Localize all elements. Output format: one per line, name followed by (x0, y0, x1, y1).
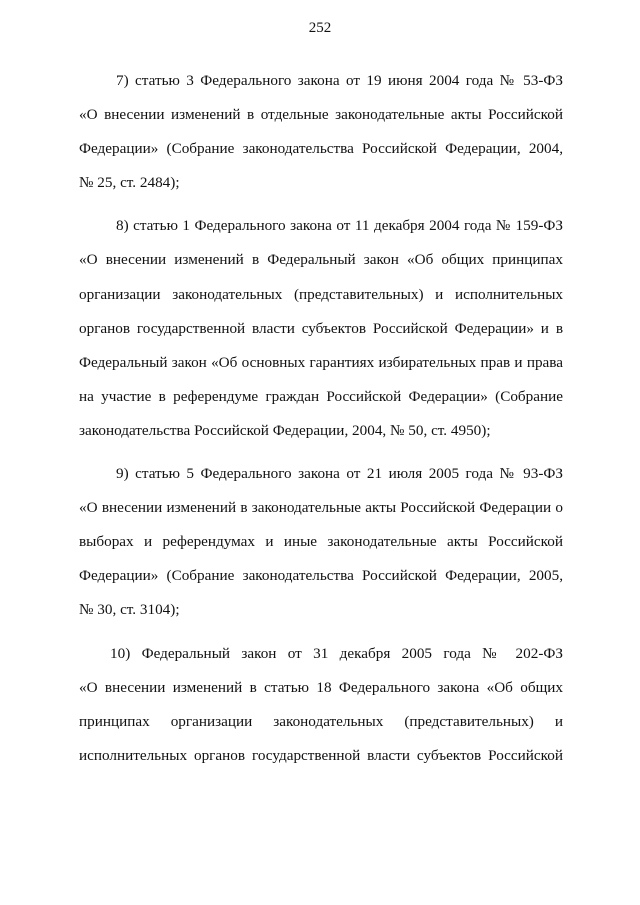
list-item-7 (79, 64, 563, 200)
page-number: 252 (308, 20, 332, 36)
text-line: № 30, ст. 3104); (79, 601, 180, 619)
list-item-10 (79, 637, 563, 773)
text-line: № 25, ст. 2484); (79, 174, 180, 192)
text-line: организации законодательных (представительных) и исполнительных (79, 285, 563, 303)
text-line: «О внесении изменений в отдельные законодательные акты Российской (79, 106, 563, 124)
text-line: органов государственной власти субъектов Российской Федерации» и в (79, 319, 563, 337)
text-line: 9) статью 5 Федерального закона от 21 июля 2005 года № 93-ФЗ (116, 465, 563, 483)
text-line: выборах и референдумах и иные законодательные акты Российской (79, 533, 563, 551)
text-line: «О внесении изменений в статью 18 Федерального закона «Об общих (79, 678, 563, 696)
list-item-9 (79, 457, 563, 627)
text-line: Федерации» (Собрание законодательства Российской Федерации, 2004, (79, 140, 563, 158)
text-line: Федерации» (Собрание законодательства Российской Федерации, 2005, (79, 567, 563, 585)
text-line: Федеральный закон «Об основных гарантиях избирательных прав и права (79, 353, 563, 371)
document-body (79, 64, 563, 782)
text-line: 7) статью 3 Федерального закона от 19 июня 2004 года № 53-ФЗ (116, 72, 563, 89)
text-line: 10) Федеральный закон от 31 декабря 2005 года № 202-ФЗ (110, 644, 563, 662)
text-line: исполнительных органов государственной власти субъектов Российской (79, 746, 563, 764)
text-line: принципах организации законодательных (представительных) и (79, 712, 563, 730)
text-line: на участие в референдуме граждан Российской Федерации» (Собрание (79, 387, 563, 405)
text-line: «О внесении изменений в Федеральный закон «Об общих принципах (79, 251, 563, 269)
text-line: «О внесении изменений в законодательные акты Российской Федерации о (79, 499, 563, 517)
text-line: законодательства Российской Федерации, 2004, № 50, ст. 4950); (79, 421, 491, 439)
text-line: 8) статью 1 Федерального закона от 11 декабря 2004 года № 159-ФЗ (116, 217, 563, 235)
list-item-8 (79, 209, 563, 448)
